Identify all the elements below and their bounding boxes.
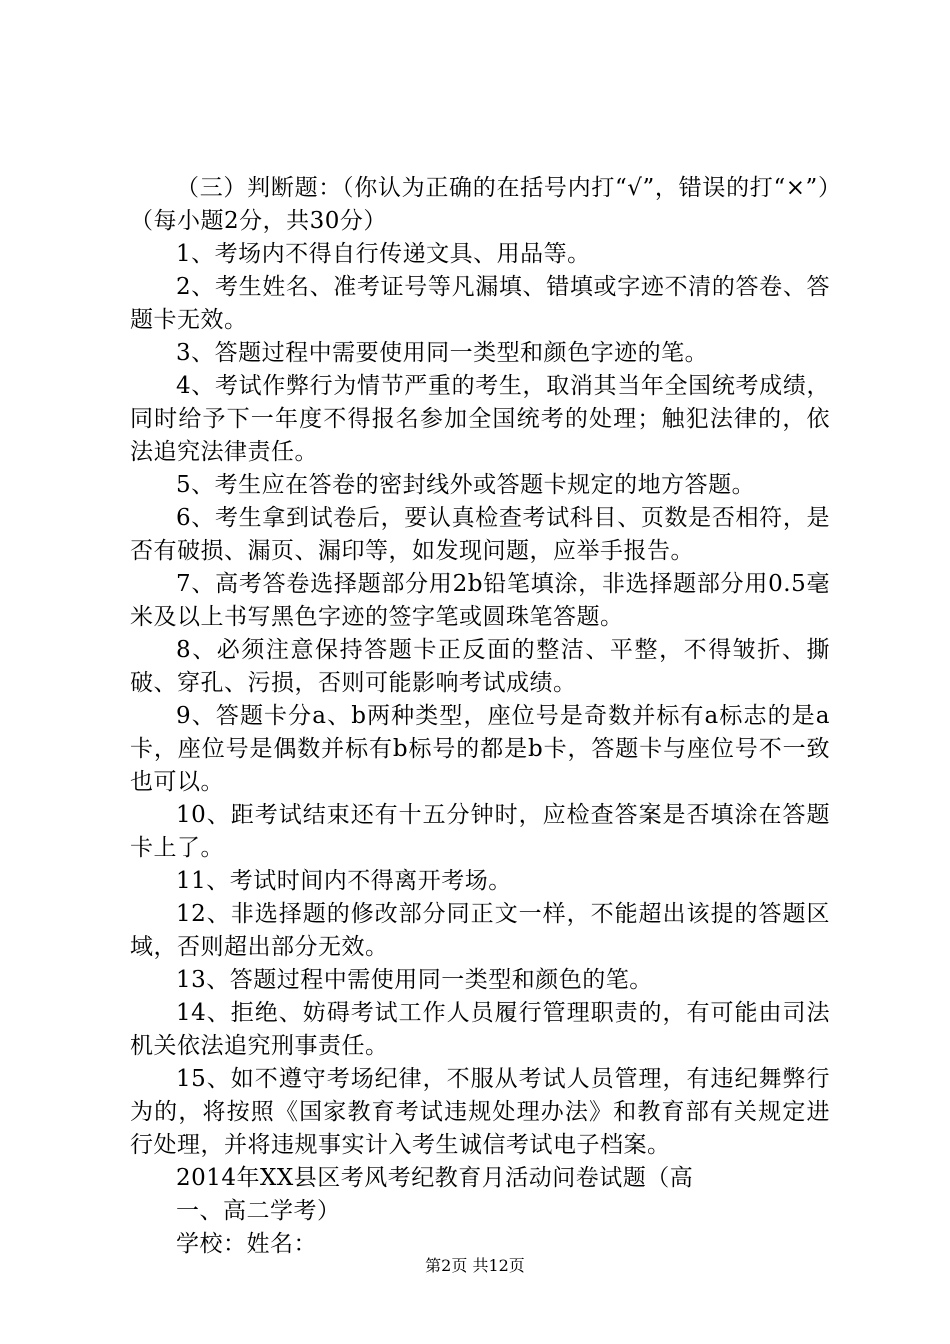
section-heading: （三）判断题：（你认为正确的在括号内打“√”，错误的打“×”）（每小题2分，共30分）: [130, 175, 830, 234]
next-title-line-1: 2014年XX县区考风考纪教育月活动问卷试题（高: [176, 1165, 694, 1191]
school-name-line: 学校：姓名：: [176, 1231, 317, 1257]
question-5: 5、考生应在答卷的密封线外或答题卡规定的地方答题。: [176, 472, 756, 498]
question-6: 6、考生拿到试卷后，要认真检查考试科目、页数是否相符，是否有破损、漏页、漏印等，如发现问题，应举手报告。: [130, 505, 830, 564]
question-12: 12、非选择题的修改部分同正文一样，不能超出该提的答题区域，否则超出部分无效。: [130, 901, 830, 960]
question-2: 2、考生姓名、准考证号等凡漏填、错填或字迹不清的答卷、答题卡无效。: [130, 274, 830, 333]
question-14: 14、拒绝、妨碍考试工作人员履行管理职责的，有可能由司法机关依法追究刑事责任。: [130, 1000, 830, 1059]
question-3: 3、答题过程中需要使用同一类型和颜色字迹的笔。: [176, 340, 709, 366]
question-9: 9、答题卡分a、b两种类型，座位号是奇数并标有a标志的是a卡，座位号是偶数并标有b标号的都是b卡，答题卡与座位号不一致也可以。: [130, 703, 830, 795]
question-1: 1、考场内不得自行传递文具、用品等。: [176, 241, 591, 267]
question-10: 10、距考试结束还有十五分钟时，应检查答案是否填涂在答题卡上了。: [130, 802, 830, 861]
question-15: 15、如不遵守考场纪律，不服从考试人员管理，有违纪舞弊行为的，将按照《国家教育考试违规处理办法》和教育部有关规定进行处理，并将违规事实计入考生诚信考试电子档案。: [130, 1066, 830, 1158]
next-title-line-2: 一、高二学考）: [176, 1198, 341, 1224]
document-body: [130, 172, 830, 1261]
question-8: 8、必须注意保持答题卡正反面的整洁、平整，不得皱折、撕破、穿孔、污损，否则可能影响考试成绩。: [130, 637, 830, 696]
question-7: 7、高考答卷选择题部分用2b铅笔填涂，非选择题部分用0.5毫米及以上书写黑色字迹的签字笔或圆珠笔答题。: [130, 571, 830, 630]
question-13: 13、答题过程中需使用同一类型和颜色的笔。: [176, 967, 653, 993]
question-11: 11、考试时间内不得离开考场。: [176, 868, 512, 894]
question-4: 4、考试作弊行为情节严重的考生，取消其当年全国统考成绩，同时给予下一年度不得报名参加全国统考的处理；触犯法律的，依法追究法律责任。: [130, 373, 830, 465]
page-number-footer: 第2页 共12页: [425, 1256, 525, 1275]
